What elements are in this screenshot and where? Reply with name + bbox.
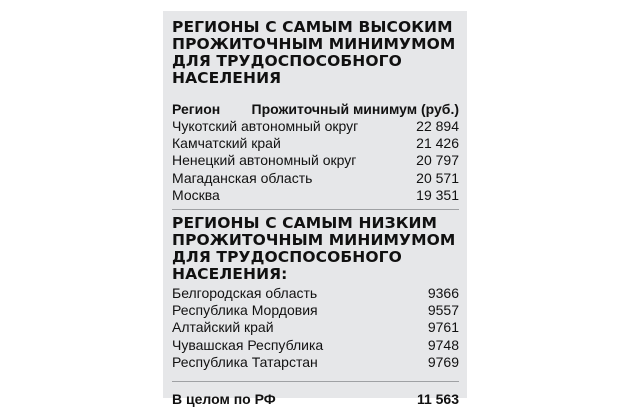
column-header-region: Регион bbox=[172, 101, 221, 117]
heading-line: ПРОЖИТОЧНЫМ МИНИМУМОМ bbox=[172, 35, 456, 53]
table-row bbox=[172, 118, 459, 135]
region-value: 9748 bbox=[427, 336, 459, 353]
heading-line: ПРОЖИТОЧНЫМ МИНИМУМОМ bbox=[172, 231, 456, 250]
region-value: 20 571 bbox=[416, 169, 459, 186]
region-name: Москва bbox=[172, 186, 220, 203]
region-name: Ненецкий автономный округ bbox=[172, 152, 357, 169]
region-value: 9366 bbox=[427, 285, 459, 302]
heading-line: ДЛЯ ТРУДОСПОСОБНОГО bbox=[172, 52, 402, 70]
region-name: Чувашская Республика bbox=[172, 336, 324, 353]
table-row bbox=[172, 187, 459, 204]
table-row bbox=[172, 354, 459, 371]
column-header-value: Прожиточный минимум (руб.) bbox=[251, 101, 459, 117]
region-name: Камчатский край bbox=[172, 135, 281, 152]
table-row bbox=[172, 302, 459, 319]
table-row bbox=[172, 152, 459, 169]
region-name: Белгородская область bbox=[172, 285, 318, 302]
section-divider bbox=[172, 209, 459, 210]
heading-line: НАСЕЛЕНИЯ: bbox=[172, 265, 288, 284]
high-regions-heading bbox=[172, 19, 459, 87]
region-value: 9769 bbox=[427, 353, 459, 370]
high-regions-table bbox=[172, 118, 459, 204]
total-value: 11 563 bbox=[416, 391, 459, 408]
region-name: Магаданская область bbox=[172, 169, 313, 186]
region-value: 9761 bbox=[427, 319, 459, 336]
table-row bbox=[172, 135, 459, 152]
region-name: Республика Мордовия bbox=[172, 302, 318, 319]
region-value: 21 426 bbox=[416, 135, 459, 152]
table-row bbox=[172, 319, 459, 336]
region-value: 19 351 bbox=[416, 186, 459, 203]
total-label: В целом по РФ bbox=[172, 391, 276, 408]
low-regions-heading bbox=[172, 215, 459, 283]
heading-line: РЕГИОНЫ С САМЫМ ВЫСОКИМ bbox=[172, 18, 453, 36]
total-divider bbox=[172, 381, 459, 382]
table-row bbox=[172, 337, 459, 354]
region-value: 9557 bbox=[427, 302, 459, 319]
column-header bbox=[172, 101, 459, 118]
table-row bbox=[172, 170, 459, 187]
region-name: Чукотский автономный округ bbox=[172, 118, 359, 134]
low-regions-table bbox=[172, 285, 459, 371]
total-row bbox=[172, 391, 459, 408]
heading-line: ДЛЯ ТРУДОСПОСОБНОГО bbox=[172, 248, 402, 267]
region-name: Республика Татарстан bbox=[172, 353, 318, 370]
heading-line: НАСЕЛЕНИЯ bbox=[172, 69, 282, 87]
table-row bbox=[172, 285, 459, 302]
region-value: 20 797 bbox=[416, 152, 459, 169]
region-name: Алтайский край bbox=[172, 319, 274, 336]
heading-line: РЕГИОНЫ С САМЫМ НИЗКИМ bbox=[172, 214, 438, 233]
region-value: 22 894 bbox=[416, 118, 459, 134]
infographic-card bbox=[163, 11, 467, 408]
